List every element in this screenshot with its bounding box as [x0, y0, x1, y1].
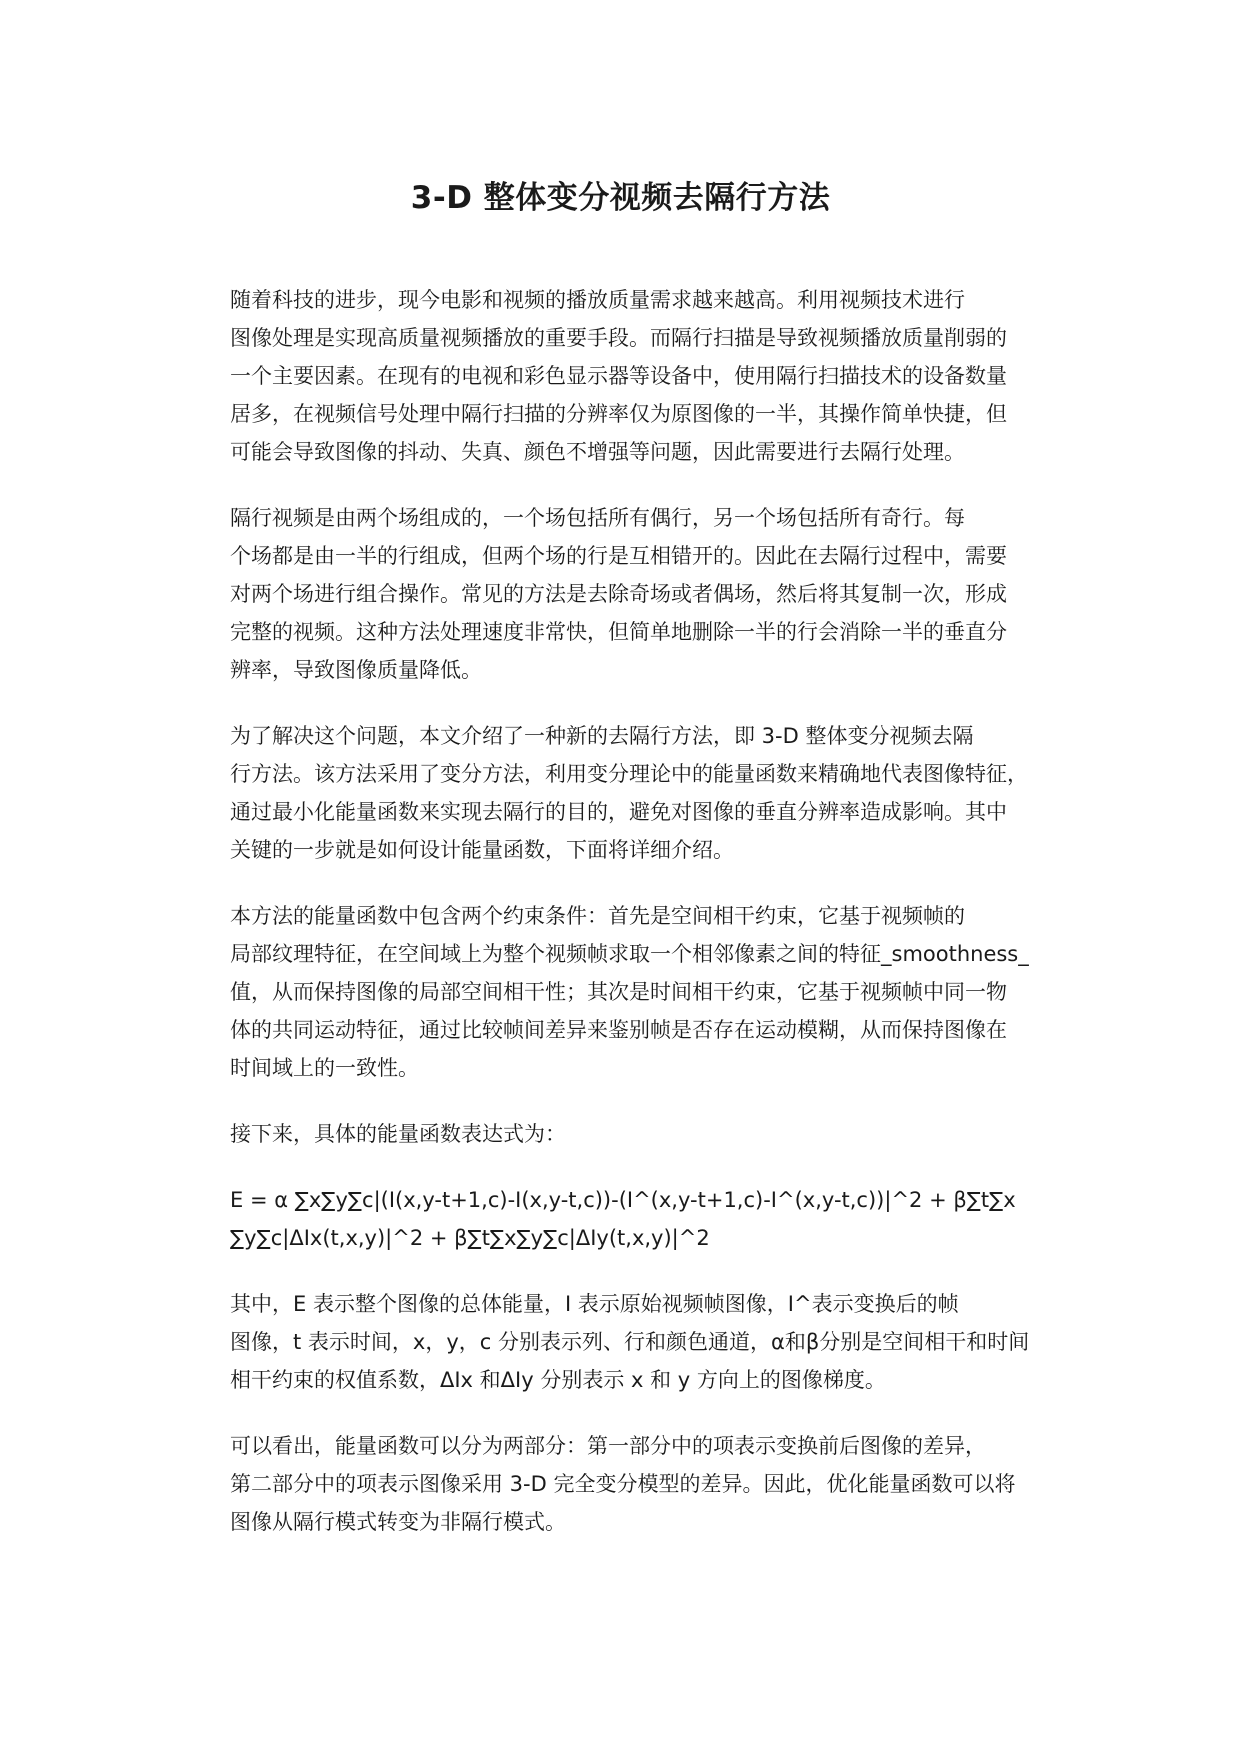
paragraph-line: 可以看出，能量函数可以分为两部分：第一部分中的项表示变换前后图像的差异，	[230, 1434, 986, 1458]
paragraph-line: 行方法。该方法采用了变分方法，利用变分理论中的能量函数来精确地代表图像特征，	[230, 762, 1028, 786]
paragraph-line: 局部纹理特征，在空间域上为整个视频帧求取一个相邻像素之间的特征_smoothness_	[230, 942, 1029, 966]
paragraph-line: 居多，在视频信号处理中隔行扫描的分辨率仅为原图像的一半，其操作简单快捷，但	[230, 402, 1007, 426]
paragraph-line: 一个主要因素。在现有的电视和彩色显示器等设备中，使用隔行扫描技术的设备数量	[230, 364, 1007, 388]
formula-paragraph	[188, 1181, 1056, 1257]
paragraph-line: 接下来，具体的能量函数表达式为：	[230, 1122, 566, 1146]
paragraph-line: 体的共同运动特征，通过比较帧间差异来鉴别帧是否存在运动模糊，从而保持图像在	[230, 1018, 1007, 1042]
paragraph-line: 本方法的能量函数中包含两个约束条件：首先是空间相干约束，它基于视频帧的	[230, 904, 965, 928]
paragraph-line: 对两个场进行组合操作。常见的方法是去除奇场或者偶场，然后将其复制一次，形成	[230, 582, 1007, 606]
paragraph-line: 图像处理是实现高质量视频播放的重要手段。而隔行扫描是导致视频播放质量削弱的	[230, 326, 1007, 350]
paragraph-line: 图像从隔行模式转变为非隔行模式。	[230, 1510, 566, 1534]
body-paragraph	[188, 717, 1056, 869]
paragraph-line: 时间域上的一致性。	[230, 1056, 419, 1080]
paragraph-line: 随着科技的进步，现今电影和视频的播放质量需求越来越高。利用视频技术进行	[230, 288, 965, 312]
body-paragraph	[188, 897, 1056, 1087]
paragraph-line: 通过最小化能量函数来实现去隔行的目的，避免对图像的垂直分辨率造成影响。其中	[230, 800, 1007, 824]
paragraph-line: 值，从而保持图像的局部空间相干性；其次是时间相干约束，它基于视频帧中同一物	[230, 980, 1007, 1004]
paragraph-line: ∑y∑c|ΔIx(t,x,y)|^2 + β∑t∑x∑y∑c|ΔIy(t,x,y)|^2	[230, 1226, 710, 1250]
paragraph-line: 关键的一步就是如何设计能量函数，下面将详细介绍。	[230, 838, 734, 862]
paragraph-line: 完整的视频。这种方法处理速度非常快，但简单地删除一半的行会消除一半的垂直分	[230, 620, 1007, 644]
body-paragraph	[188, 499, 1056, 689]
body-paragraph	[188, 1285, 1056, 1399]
body-paragraph	[188, 1427, 1056, 1541]
paragraph-line: E = α ∑x∑y∑c|(I(x,y-t+1,c)-I(x,y-t,c))-(I^(x,y-t+1,c)-I^(x,y-t,c))|^2 + β∑t∑x	[230, 1188, 1016, 1212]
paragraph-line: 相干约束的权值系数，ΔIx 和ΔIy 分别表示 x 和 y 方向上的图像梯度。	[230, 1368, 886, 1392]
paragraph-line: 隔行视频是由两个场组成的，一个场包括所有偶行，另一个场包括所有奇行。每	[230, 506, 965, 530]
paragraph-line: 其中，E 表示整个图像的总体能量，I 表示原始视频帧图像，I^表示变换后的帧	[230, 1292, 959, 1316]
paragraph-line: 个场都是由一半的行组成，但两个场的行是互相错开的。因此在去隔行过程中，需要	[230, 544, 1007, 568]
document-body	[188, 281, 1056, 1569]
body-paragraph	[188, 281, 1056, 471]
paragraph-line: 可能会导致图像的抖动、失真、颜色不增强等问题，因此需要进行去隔行处理。	[230, 440, 965, 464]
paragraph-line: 辨率，导致图像质量降低。	[230, 658, 482, 682]
body-paragraph	[188, 1115, 1056, 1153]
paragraph-line: 图像，t 表示时间，x，y，c 分别表示列、行和颜色通道，α和β分别是空间相干和时间	[230, 1330, 1030, 1354]
paragraph-line: 为了解决这个问题，本文介绍了一种新的去隔行方法，即 3-D 整体变分视频去隔	[230, 724, 974, 748]
document-title: 3-D 整体变分视频去隔行方法	[410, 180, 831, 216]
paragraph-line: 第二部分中的项表示图像采用 3-D 完全变分模型的差异。因此，优化能量函数可以将	[230, 1472, 1016, 1496]
